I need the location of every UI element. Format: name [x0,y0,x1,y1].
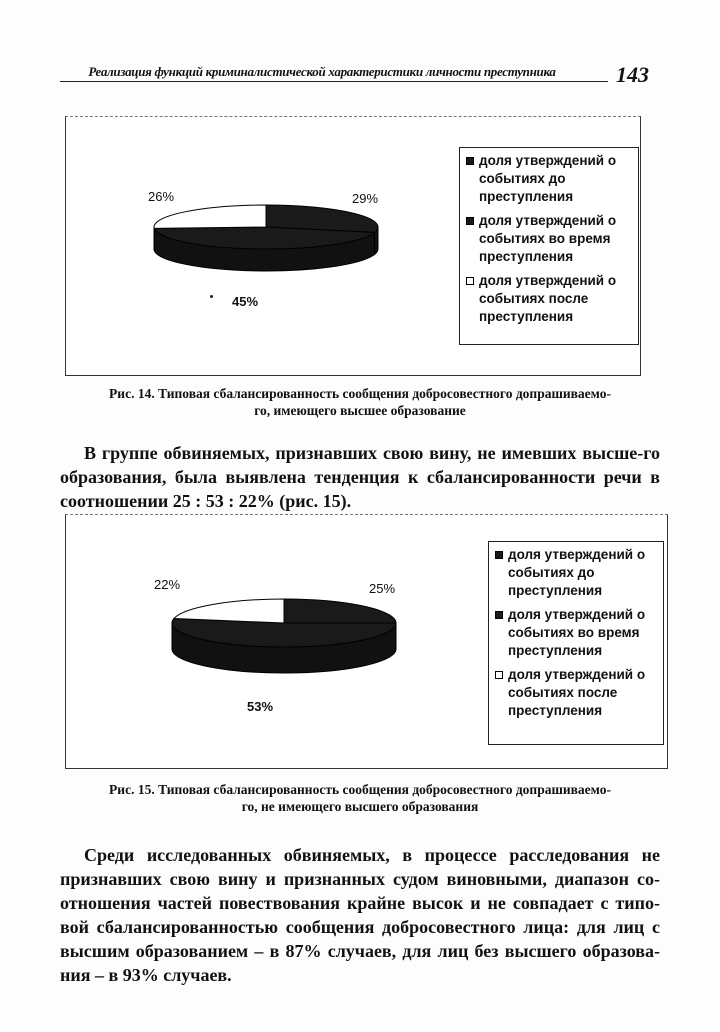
legend-label-before: доля утверждений о событиях до преступления [508,547,646,598]
pie-label-after: 26% [148,189,175,204]
pie-label-during: 45% [232,294,259,309]
legend-label-before: доля утверждений о событиях до преступления [479,153,617,204]
page-number: 143 [616,62,649,87]
legend-swatch-during [495,611,503,619]
pie-label-before: 25% [369,581,396,596]
legend-swatch-after [466,277,474,285]
legend-label-after: доля утверждений о событиях после преступления [508,667,646,718]
figure-15 [65,514,668,769]
stray-dot [210,295,213,298]
legend-label-during: доля утверждений о событиях во время преступления [508,607,646,658]
legend-label-after: доля утверждений о событиях после преступления [479,273,617,324]
pie-slice-before [284,599,396,623]
pie-chart-14 [66,117,446,375]
figure-caption-15 [60,781,660,815]
header-rule [60,81,608,82]
caption-14-line-1: Рис. 14. Типовая сбалансированность сообщения добросовестного допрашиваемо- [109,386,611,401]
pie-slice-after [154,205,266,228]
legend-item-during [466,212,636,266]
caption-14-line-2: го, имеющего высшее образование [254,403,466,418]
running-title: Реализация функций криминалистической характеристики личности преступника [88,64,556,79]
pie-slice-after [174,599,284,623]
figure-14 [65,116,641,376]
pie-label-during: 53% [247,699,274,714]
caption-15-line-1: Рис. 15. Типовая сбалансированность сообщения добросовестного допрашиваемо- [109,782,611,797]
chart-legend [459,147,639,345]
body-paragraph-2: Среди исследованных обвиняемых, в процессе расследования не признавших свою вину и признанных судом виновными, диапазон со-отношения частей повествования крайне высок и не совпадает с типо-вой сбалансированностью сообщения добросовестного лица: для лиц с высшим образованием – в 87% случаев, для лиц без высшего образова-ния – в 93% случаев. [60,845,660,985]
legend-label-during: доля утверждений о событиях во время преступления [479,213,617,264]
figure-caption-14 [60,385,660,419]
legend-item-before [495,546,661,600]
legend-item-after [466,272,636,326]
caption-15-line-2: го, не имеющего высшего образования [241,799,479,814]
legend-item-during [495,606,661,660]
legend-swatch-before [466,157,474,165]
legend-item-after [495,666,661,720]
chart-legend [488,541,664,745]
pie-chart-15 [66,515,466,768]
legend-swatch-after [495,671,503,679]
legend-swatch-during [466,217,474,225]
legend-item-before [466,152,636,206]
body-paragraph-1: В группе обвиняемых, признавших свою вину, не имевших высше-го образования, была выявлена тенденция к сбалансированности речи в соотношении 25 : 53 : 22% (рис. 15). [60,443,660,511]
legend-swatch-before [495,551,503,559]
pie-label-after: 22% [154,577,181,592]
pie-label-before: 29% [352,191,379,206]
